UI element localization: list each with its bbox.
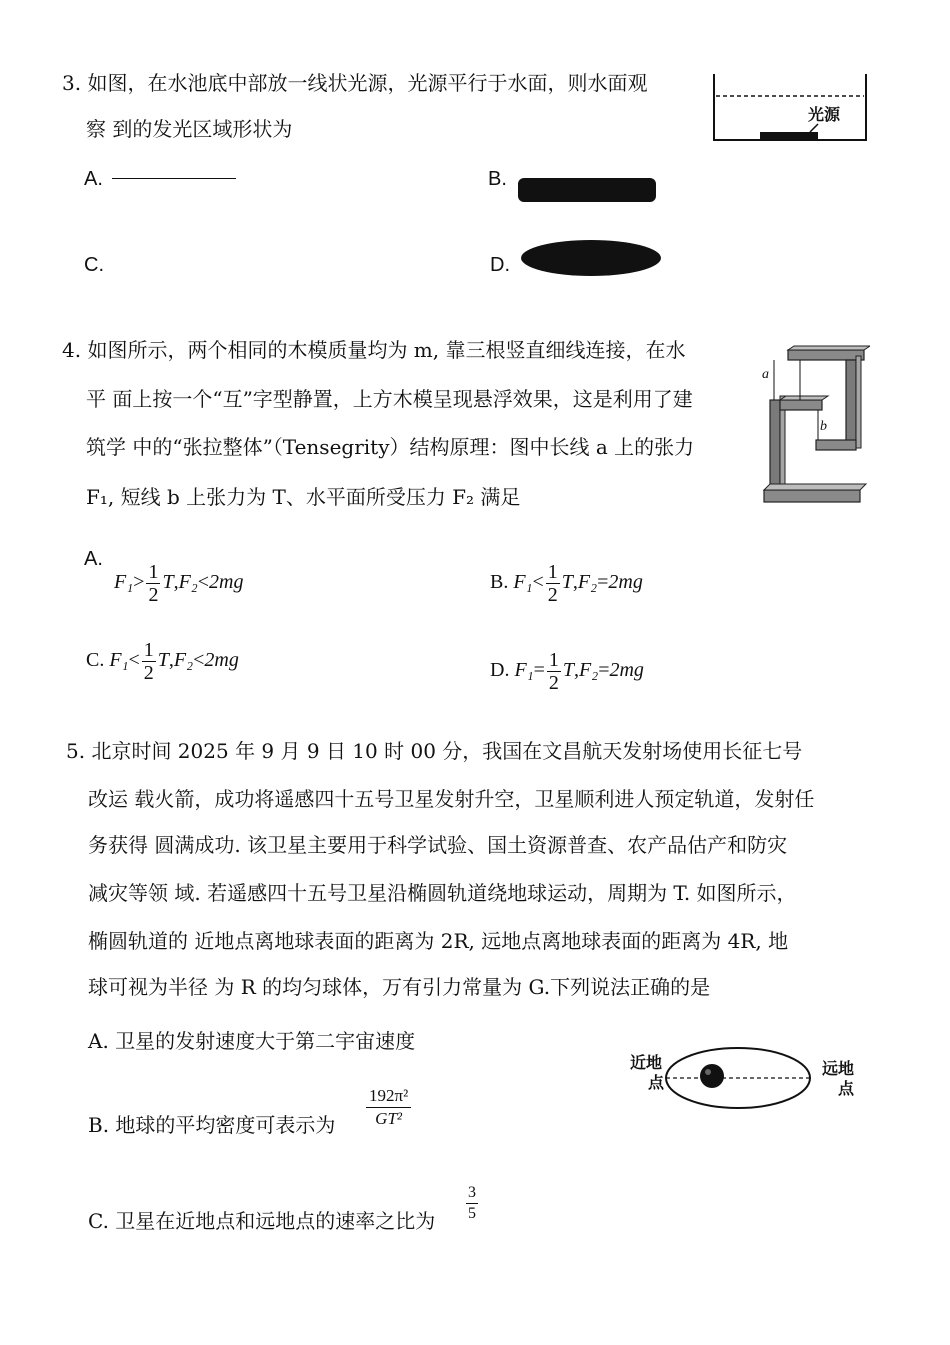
- F2-symbol: F₂: [579, 659, 599, 682]
- top-block-arm: [816, 440, 856, 450]
- q3-option-b-rounded-bar: [518, 178, 656, 202]
- q5-line6: 球可视为半径 为 R 的均匀球体，万有引力常量为 G.下列说法正确的是: [88, 975, 711, 999]
- q5-option-a: A. 卫星的发射速度大于第二宇宙速度: [88, 1029, 416, 1053]
- frac-den: 2: [548, 672, 559, 694]
- F1-symbol: F₁: [513, 571, 533, 594]
- comma: ,: [173, 571, 179, 594]
- q5-option-c: C. 卫星在近地点和远地点的速率之比为: [88, 1209, 436, 1233]
- q3-number: 3.: [62, 71, 82, 95]
- q4-number: 4.: [62, 338, 82, 362]
- string-a-label: a: [762, 367, 769, 382]
- q5-line5: 椭圆轨道的 近地点离地球表面的距离为 2R, 远地点离地球表面的距离为 4R, 地: [88, 929, 789, 953]
- q3-line2: 察 到的发光区域形状为: [86, 117, 293, 141]
- q4-line1: [62, 337, 686, 363]
- speed-ratio-denominator: 5: [468, 1205, 476, 1223]
- T-symbol: T: [157, 649, 169, 672]
- T-symbol: T: [561, 571, 573, 594]
- rhs: 2mg: [609, 659, 644, 682]
- rhs: 2mg: [608, 571, 643, 594]
- frac-den: 2: [148, 584, 159, 606]
- top-block-slab: [788, 350, 864, 360]
- F1-symbol: F₁: [114, 571, 134, 594]
- T-symbol: T: [562, 659, 575, 682]
- lt-sign: <: [197, 571, 210, 594]
- q3-line1: [62, 70, 647, 96]
- eq-sign: =: [533, 659, 545, 682]
- q3-option-b-label: B.: [488, 168, 507, 190]
- light-source-pointer: [810, 124, 818, 132]
- q3-option-a-label: A.: [84, 168, 103, 190]
- rhs: 2mg: [204, 649, 239, 672]
- q3-text-1: 如图，在水池底中部放一线状光源，光源平行于水面，则水面观: [87, 71, 648, 95]
- bottom-block-arm-face: [780, 396, 828, 400]
- F2-symbol: F₂: [178, 571, 198, 594]
- density-denominator: GT²: [375, 1108, 402, 1128]
- far-point-label-2: 点: [838, 1079, 855, 1098]
- bottom-block-base-face: [764, 484, 866, 490]
- bottom-block-post: [770, 400, 780, 492]
- q5-line1: [66, 738, 802, 764]
- q5-line4: 减灾等领 域. 若遥感四十五号卫星沿椭圆轨道绕地球运动，周期为 T. 如图所示，: [88, 881, 797, 905]
- frac-den: 2: [143, 662, 154, 684]
- F2-symbol: F₂: [577, 571, 598, 594]
- q4-option-a-formula: [114, 562, 243, 605]
- lt-sign: <: [128, 649, 140, 672]
- q3-option-d-label: D.: [490, 254, 510, 276]
- q4-option-b-label: B.: [490, 571, 509, 594]
- q4-option-d-label: D.: [490, 659, 510, 682]
- frac-num: 1: [143, 639, 154, 661]
- q3-option-a-line: [112, 178, 236, 179]
- q5-option-c-fraction: [466, 1184, 478, 1224]
- eq-sign: =: [598, 659, 610, 682]
- frac-num: 1: [148, 561, 159, 583]
- top-block-slab-face: [788, 346, 870, 350]
- far-point-label-1: 远地: [822, 1059, 855, 1078]
- comma: ,: [168, 649, 174, 672]
- q3-option-d-ellipse: [521, 240, 661, 276]
- speed-ratio-numerator: 3: [466, 1184, 478, 1204]
- F1-symbol: F₁: [514, 659, 534, 682]
- q4-line2: 平 面上按一个“互”字型静置，上方木模呈现悬浮效果，这是利用了建: [86, 387, 693, 411]
- rhs: 2mg: [209, 571, 244, 594]
- eq-sign: =: [597, 571, 609, 594]
- bottom-block-arm: [780, 400, 822, 410]
- light-source-label: 光源: [808, 105, 841, 124]
- q4-option-c-label: C.: [86, 649, 105, 672]
- T-symbol: T: [162, 571, 174, 594]
- q4-line4: F₁, 短线 b 上张力为 T、水平面所受压力 F₂ 满足: [86, 485, 521, 509]
- F1-symbol: F₁: [109, 649, 129, 672]
- pool-walls: [714, 74, 866, 140]
- q5-text-1: 北京时间 2025 年 9 月 9 日 10 时 00 分，我国在文昌航天发射场使用长征七号: [91, 739, 803, 763]
- q4-option-c-formula: [86, 640, 239, 683]
- tensegrity-figure: [760, 344, 870, 508]
- frac-den: 2: [547, 584, 558, 606]
- F2-symbol: F₂: [173, 649, 194, 672]
- lt-sign: <: [532, 571, 544, 594]
- q5-line2: 改运 载火箭，成功将遥感四十五号卫星发射升空，卫星顺利进人预定轨道，发射任: [88, 787, 815, 811]
- q5-line3: 务获得 圆满成功. 该卫星主要用于科学试验、国土资源普查、农产品估产和防灾: [88, 833, 788, 857]
- q4-text-1: 如图所示，两个相同的木模质量均为 m, 靠三根竖直细线连接，在水: [87, 338, 686, 362]
- lt-sign: <: [193, 649, 205, 672]
- density-numerator: 192π²: [366, 1086, 411, 1108]
- top-block-post: [846, 360, 856, 448]
- near-point-label-2: 点: [648, 1073, 665, 1092]
- pool-figure: [710, 70, 872, 146]
- comma: ,: [574, 659, 580, 682]
- frac-num: 1: [548, 649, 559, 671]
- frac-num: 1: [547, 561, 558, 583]
- bottom-block-base: [764, 490, 860, 502]
- light-source-bar: [760, 132, 818, 139]
- earth-icon: [700, 1064, 724, 1088]
- q4-line3: 筑学 中的“张拉整体”（Tensegrity）结构原理：图中长线 a 上的张力: [86, 435, 695, 459]
- q5-number: 5.: [66, 739, 86, 763]
- q5-option-b-fraction: [366, 1086, 411, 1128]
- top-block-post-side: [856, 356, 861, 448]
- q5-option-b: B. 地球的平均密度可表示为: [88, 1113, 336, 1137]
- q4-option-d-formula: [490, 650, 644, 693]
- near-point-label-1: 近地: [630, 1053, 663, 1072]
- q4-option-b-formula: [490, 562, 643, 605]
- earth-highlight: [705, 1069, 711, 1075]
- q3-option-c-label: C.: [84, 254, 104, 276]
- comma: ,: [572, 571, 578, 594]
- q4-option-a-label: A.: [84, 548, 103, 570]
- string-b-label: b: [820, 419, 827, 434]
- gt-sign: >: [133, 571, 145, 594]
- orbit-figure: [626, 1042, 862, 1116]
